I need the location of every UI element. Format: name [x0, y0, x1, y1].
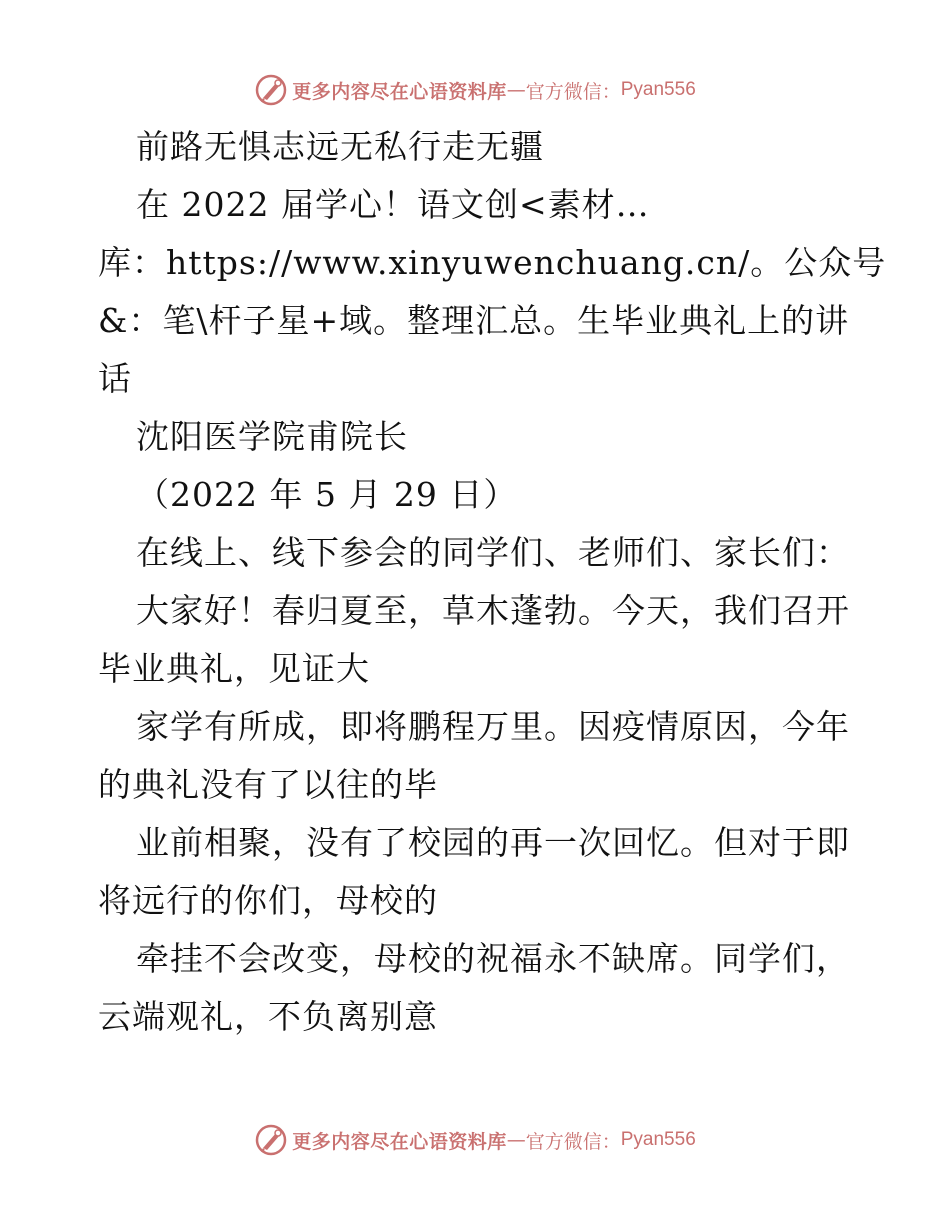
text-line: （2022 年 5 月 29 日）	[136, 475, 518, 514]
text-line: 的典礼没有了以往的毕	[98, 765, 438, 804]
banner-wechat-label: 官方微信：	[525, 1130, 621, 1153]
text-line: 话	[98, 359, 132, 398]
text-line: 沈阳医学院甫院长	[136, 417, 408, 456]
text-line: 云端观礼，不负离别意	[98, 997, 438, 1036]
text-line: 毕业典礼，见证大	[98, 649, 370, 688]
text-line: 在 2022 届学心！语文创<素材…	[136, 185, 650, 224]
text-line: 牵挂不会改变，母校的祝福永不缺席。同学们，	[136, 939, 850, 978]
text-line: 大家好！春归夏至，草木蓬勃。今天，我们召开	[136, 591, 850, 630]
banner-separator: —	[506, 79, 526, 101]
text-line: 前路无惧志远无私行走无疆	[136, 127, 544, 166]
quill-pen-logo-icon	[254, 1123, 288, 1157]
banner-wechat-id: Pyan556	[620, 79, 696, 100]
text-line: 业前相聚，没有了校园的再一次回忆。但对于即	[136, 823, 850, 862]
text-line: &：笔\杆子星+域。整理汇总。生毕业典礼上的讲	[98, 301, 850, 340]
header-banner	[0, 70, 950, 110]
text-line: 家学有所成，即将鹏程万里。因疫情原因，今年	[136, 707, 850, 746]
banner-wechat-id: Pyan556	[620, 1129, 696, 1150]
banner-slogan: 更多内容尽在心语资料库	[292, 80, 507, 103]
text-line: 将远行的你们，母校的	[98, 881, 438, 920]
banner-separator: —	[506, 1129, 526, 1151]
banner-slogan: 更多内容尽在心语资料库	[292, 1130, 507, 1153]
text-line: 在线上、线下参会的同学们、老师们、家长们：	[136, 533, 850, 572]
text-line: 库：https://www.xinyuwenchuang.cn/。公众号	[98, 243, 887, 282]
quill-pen-logo-icon	[254, 73, 288, 107]
footer-banner	[0, 1120, 950, 1160]
banner-wechat-label: 官方微信：	[525, 80, 621, 103]
document-body	[98, 118, 887, 1046]
